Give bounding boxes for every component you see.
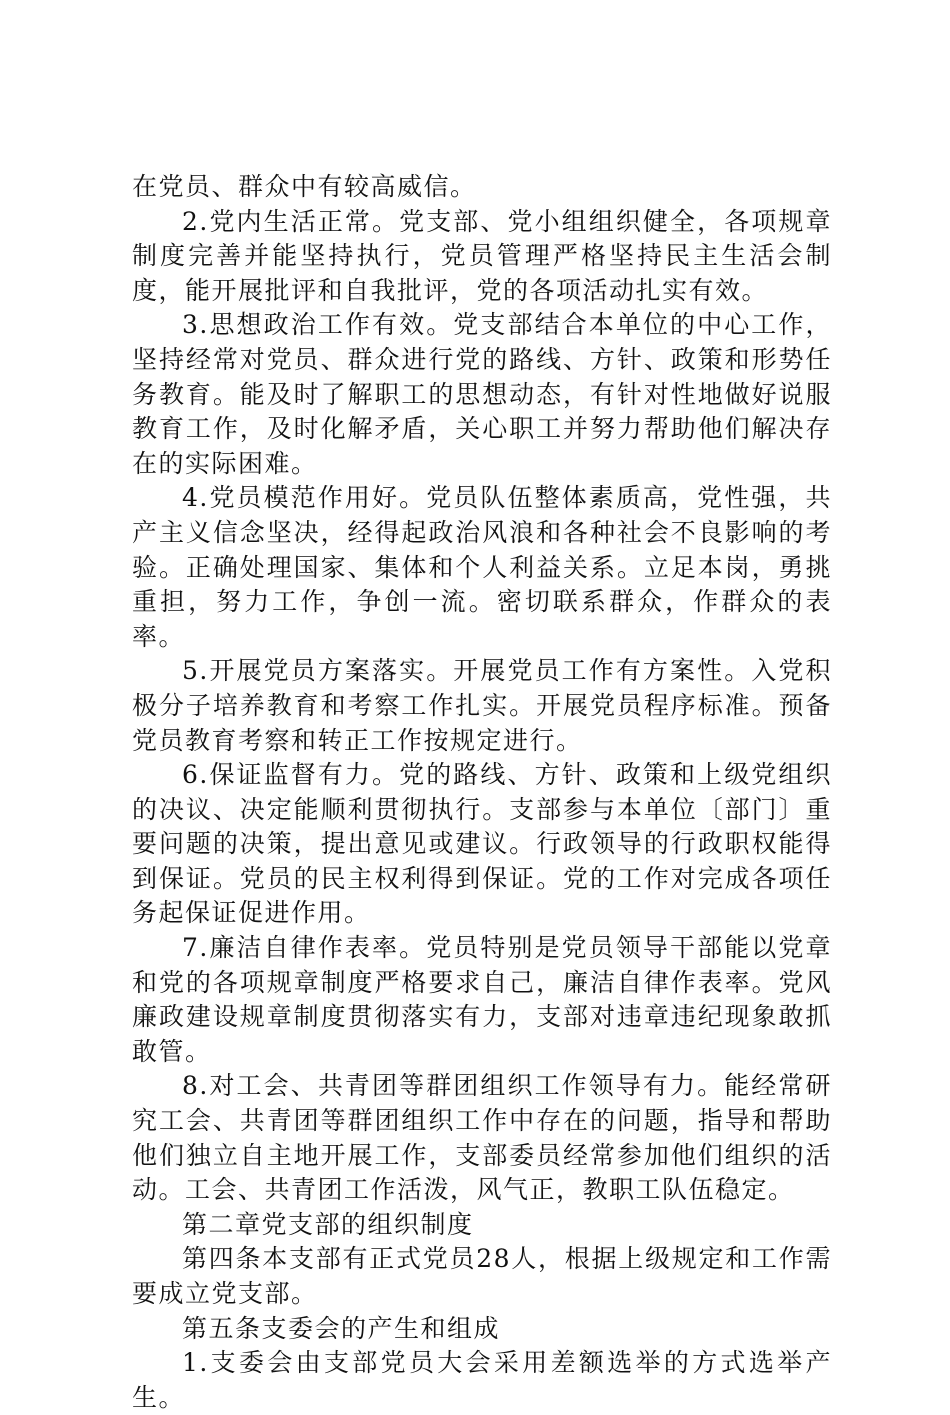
paragraph-item-5: 5.开展党员方案落实。开展党员工作有方案性。入党积极分子培养教育和考察工作扎实。开展党员程序标准。预备党员教育考察和转正工作按规定进行。	[132, 656, 832, 755]
document-body	[132, 170, 832, 1415]
paragraph-item-3: 3.思想政治工作有效。党支部结合本单位的中心工作，坚持经常对党员、群众进行党的路线、方针、政策和形势任务教育。能及时了解职工的思想动态，有针对性地做好说服教育工作，及时化解矛盾，关心职工并努力帮助他们解决存在的实际困难。	[132, 310, 832, 478]
paragraph-item-4: 4.党员模范作用好。党员队伍整体素质高，党性强，共产主义信念坚决，经得起政治风浪和各种社会不良影响的考验。正确处理国家、集体和个人利益关系。立足本岗，勇挑重担，努力工作，争创一流。密切联系群众，作群众的表率。	[132, 483, 832, 651]
paragraph-continuation: 在党员、群众中有较高威信。	[132, 172, 477, 201]
article-five-heading: 第五条支委会的产生和组成	[182, 1313, 501, 1343]
article-five-item-1: 1.支委会由支部党员大会采用差额选举的方式选举产生。	[132, 1348, 832, 1412]
article-four: 第四条本支部有正式党员28人，根据上级规定和工作需要成立党支部。	[132, 1244, 832, 1308]
chapter-heading: 第二章党支部的组织制度	[182, 1209, 474, 1239]
paragraph-item-6: 6.保证监督有力。党的路线、方针、政策和上级党组织的决议、决定能顺利贯彻执行。支部参与本单位〔部门〕重要问题的决策，提出意见或建议。行政领导的行政职权能得到保证。党员的民主权利得到保证。党的工作对完成各项任务起保证促进作用。	[132, 760, 832, 928]
paragraph-item-8: 8.对工会、共青团等群团组织工作领导有力。能经常研究工会、共青团等群团组织工作中存在的问题，指导和帮助他们独立自主地开展工作，支部委员经常参加他们组织的活动。工会、共青团工作活泼，风气正，教职工队伍稳定。	[132, 1071, 832, 1205]
paragraph-item-2: 2.党内生活正常。党支部、党小组组织健全，各项规章制度完善并能坚持执行，党员管理严格坚持民主生活会制度，能开展批评和自我批评，党的各项活动扎实有效。	[132, 206, 832, 305]
paragraph-item-7: 7.廉洁自律作表率。党员特别是党员领导干部能以党章和党的各项规章制度严格要求自己，廉洁自律作表率。党风廉政建设规章制度贯彻落实有力，支部对违章违纪现象敢抓敢管。	[132, 933, 832, 1066]
